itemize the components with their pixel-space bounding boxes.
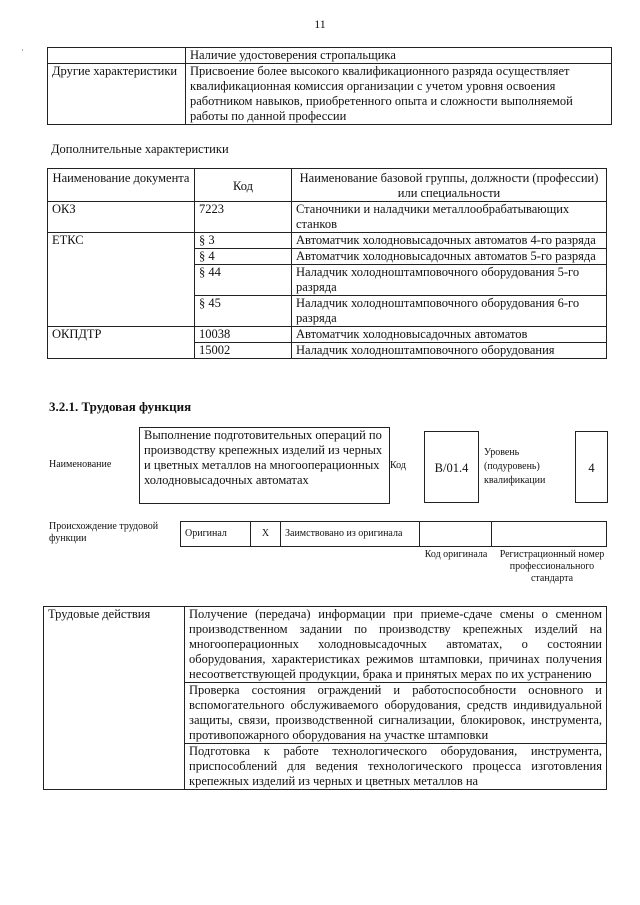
- original-code-caption: Код оригинала: [424, 549, 488, 560]
- code-cell: 7223: [195, 202, 292, 233]
- registration-number-cell: [492, 522, 607, 547]
- document-cell: ОКЗ: [48, 202, 195, 233]
- additional-characteristics-table: [47, 168, 607, 359]
- name-cell: Наладчик холодноштамповочного оборудования: [292, 343, 607, 359]
- column-header: Наименование базовой группы, должности (профессии) или специальности: [292, 169, 607, 202]
- level-box: [575, 431, 608, 503]
- requirements-table: [47, 47, 612, 125]
- code-cell: 15002: [195, 343, 292, 359]
- document-cell: ОКПДТР: [48, 327, 195, 359]
- row-label: [48, 48, 186, 64]
- function-name-box: Выполнение подготовительных операций по производству крепежных изделий из черных и цветных металлов на многооперационных холодновысадочных автоматах: [139, 427, 390, 504]
- registration-number-caption: Регистрационный номер профессионального стандарта: [499, 549, 605, 584]
- code-cell: 10038: [195, 327, 292, 343]
- labor-actions-label: Трудовые действия: [44, 607, 185, 790]
- section-caption: Дополнительные характеристики: [51, 142, 229, 156]
- code-label: Код: [390, 460, 406, 471]
- origin-borrowed: Заимствовано из оригинала: [281, 522, 420, 547]
- row-value: Присвоение более высокого квалификационного разряда осуществляет квалификационная комиссия организации с учетом уровня освоения работником навыков, приобретенного опыта и сложности выполняемой работы по данной профессии: [186, 64, 612, 125]
- labor-function-heading: 3.2.1. Трудовая функция: [49, 399, 192, 414]
- name-cell: Наладчик холодноштамповочного оборудования 6-го разряда: [292, 296, 607, 327]
- table-row: [48, 327, 607, 343]
- name-cell: Автоматчик холодновысадочных автоматов: [292, 327, 607, 343]
- table-header-row: [48, 169, 607, 202]
- origin-table: [180, 521, 607, 547]
- page-number: 11: [314, 17, 326, 31]
- name-cell: Автоматчик холодновысадочных автоматов 4-го разряда: [292, 233, 607, 249]
- origin-label: Происхождение трудовой функции: [49, 521, 159, 544]
- row-label: Другие характеристики: [48, 64, 186, 125]
- table-row: [48, 202, 607, 233]
- code-cell: § 44: [195, 265, 292, 296]
- code-value: B/01.4: [434, 461, 469, 475]
- column-header: Код: [195, 169, 292, 202]
- qualification-level-label: Уровень (подуровень) квалификации: [484, 447, 546, 486]
- table-row: [48, 233, 607, 249]
- code-cell: § 3: [195, 233, 292, 249]
- name-label: Наименование: [49, 459, 112, 470]
- origin-mark: X: [251, 522, 281, 547]
- labor-action-item: Проверка состояния ограждений и работоспособности основного и вспомогательного обслуживаемого оборудования, средств индивидуальной защиты, связи, производственной сигнализации, блокировок, инструмента, противопожарного оборудования на участке штамповки: [185, 683, 607, 744]
- code-cell: § 4: [195, 249, 292, 265]
- labor-action-item: Подготовка к работе технологического оборудования, инструмента, приспособлений для ведения технологического процесса изготовления крепежных изделий из черных и цветных металлов на: [185, 744, 607, 790]
- level-value: 4: [588, 461, 595, 475]
- edge-mark: ·: [21, 45, 24, 55]
- table-row: [48, 64, 612, 125]
- original-code-cell: [420, 522, 492, 547]
- row-value: Наличие удостоверения стропальщика: [186, 48, 612, 64]
- name-cell: Наладчик холодноштамповочного оборудования 5-го разряда: [292, 265, 607, 296]
- name-cell: Станочники и наладчики металлообрабатывающих станков: [292, 202, 607, 233]
- table-row: [181, 522, 607, 547]
- table-row: [48, 48, 612, 64]
- table-row: [44, 607, 607, 683]
- origin-original: Оригинал: [181, 522, 251, 547]
- code-box: [424, 431, 479, 503]
- code-cell: § 45: [195, 296, 292, 327]
- column-header: Наименование документа: [48, 169, 195, 202]
- labor-actions-table: [43, 606, 607, 790]
- document-cell: ЕТКС: [48, 233, 195, 327]
- labor-action-item: Получение (передача) информации при приеме-сдаче смены о сменном производственном задании по производству крепежных изделий на многооперационных холодновысадочных автоматах, о состоянии оборудования, характеристиках режимов штамповки, причинах получения несоответствующей продукции, брака и принятых мерах по их устранению: [185, 607, 607, 683]
- name-cell: Автоматчик холодновысадочных автоматов 5-го разряда: [292, 249, 607, 265]
